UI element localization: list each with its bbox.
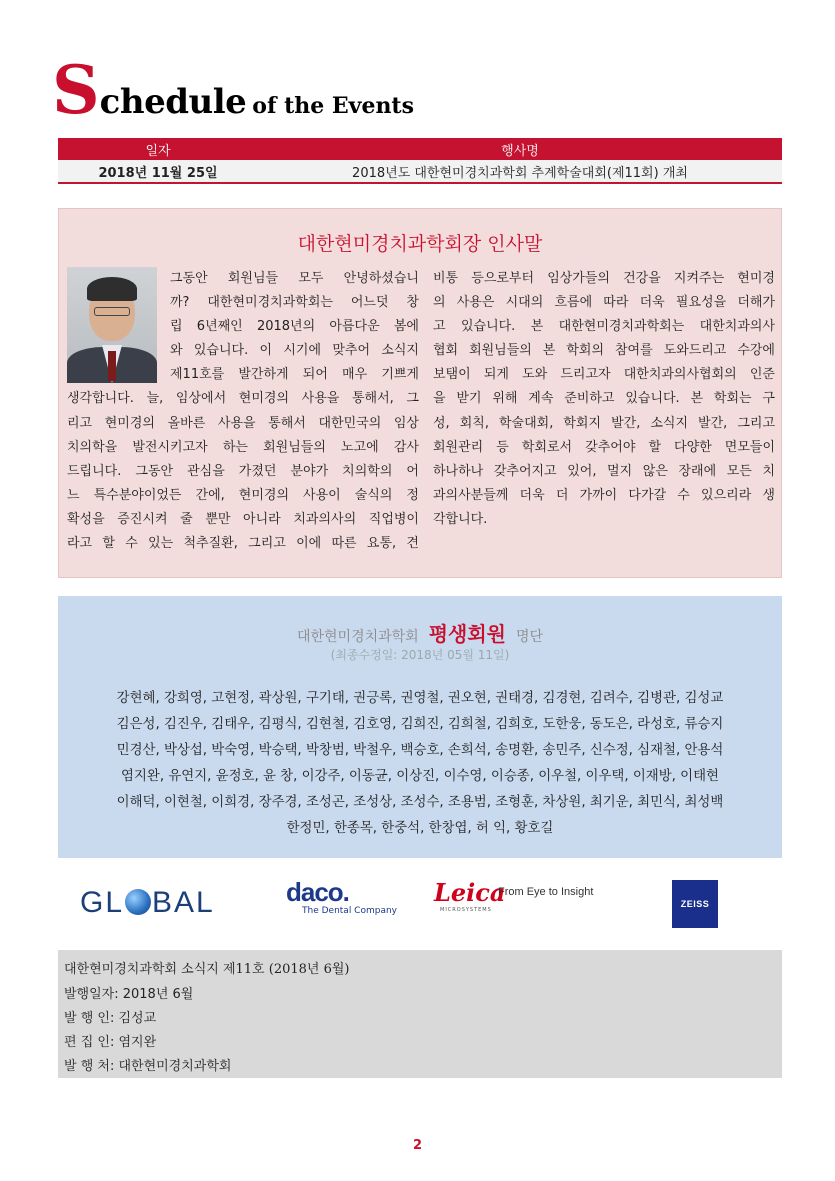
text-line: 의 사용은 시대의 흐름에 따라 더욱 필요성을 더해가 [433,295,775,311]
text-line: 보탬이 되게 도와 드리고자 대한치과의사협회의 인준 [433,367,775,383]
text-line: 확성을 증진시켜 줄 뿐만 아니라 치과의사의 직업병이 [67,511,419,527]
colophon-publisher: 발 행 인: 김성교 [64,1011,157,1026]
text-line: 느 특수분야이었든 간에, 현미경의 사용이 술식의 정 [67,487,419,503]
daco-logo: daco. The Dental Company [286,877,397,916]
text-line: 하나하나 갖추어지고 있어, 멀지 않은 장래에 모든 치 [433,463,775,479]
text-line: 제11호를 발간하게 되어 매우 기쁘게 [170,367,419,383]
colophon-title: 대한현미경치과학회 소식지 제11호 (2018년 6월) [64,962,350,977]
list-item: 염지완, 유연지, 윤정호, 윤 창, 이강주, 이동균, 이상진, 이수영, 이승종, 이우철, 이우택, 이재방, 이태현 [121,769,719,784]
zeiss-logo: ZEISS [672,880,718,928]
list-item: 이해덕, 이현철, 이희경, 장주경, 조성곤, 조성상, 조성수, 조용범, 조형훈, 차상원, 최기운, 최민식, 최성백 [116,795,724,810]
text-line: 각합니다. [433,511,488,527]
schedule-table [58,138,782,184]
newsletter-colophon [58,950,782,1078]
text-line: 와 있습니다. 이 시기에 맞추어 소식지 [170,343,419,359]
colophon-publish-date: 발행일자: 2018년 6월 [64,987,194,1002]
text-line: 생각합니다. 늘, 임상에서 현미경의 사용을 통해서, 그 [67,391,419,407]
text-line: 드립니다. 그동안 관심을 가졌던 분야가 치의학의 어 [67,463,419,479]
members-title-suffix: 명단 [515,629,544,645]
schedule-col-event: 행사명 [501,143,539,159]
members-title-highlight: 평생회원 [428,622,506,646]
list-item: 한정민, 한종목, 한중석, 한창엽, 허 익, 황호길 [286,821,554,836]
lifetime-members-box [58,596,782,858]
members-title [58,618,782,647]
title-suffix: of the Events [252,93,414,119]
text-line: 리고 현미경의 올바른 사용을 통해서 대한민국의 임상 [67,415,419,431]
schedule-event-cell: 2018년도 대한현미경치과학회 추계학술대회(제11회) 개최 [352,165,688,181]
text-line: 그동안 회원님들 모두 안녕하셨습니 [170,271,419,286]
global-logo: GL BAL [80,886,215,919]
text-line: 과의사분들께 더욱 더 가까이 다가갈 수 있으리라 생 [433,487,775,503]
page-title [52,51,414,129]
sponsor-logos [58,872,782,932]
title-initial: S [52,51,100,129]
list-item: 민경산, 박상섭, 박숙영, 박승택, 박창범, 박철우, 백승호, 손희석, 송명환, 송민주, 신수정, 심재철, 안용석 [116,743,724,758]
text-line: 라고 할 수 있는 척추질환, 그리고 이에 따른 요통, 견 [67,536,419,552]
table-row [58,160,782,184]
colophon-editor: 편 집 인: 염지완 [64,1035,157,1050]
globe-icon [125,889,151,915]
members-list [58,686,782,842]
title-main: chedule [99,82,247,122]
greeting-text-left [67,267,419,556]
members-updated-date: (최종수정일: 2018년 05월 11일) [330,648,510,662]
schedule-header-row [58,138,782,160]
text-line: 성, 회칙, 학술대회, 학회지 발간, 소식지 발간, 그리고 [433,415,775,431]
text-line: 협회 회원님들의 본 학회의 참여를 도와드리고 수강에 [433,343,775,359]
list-item: 강현혜, 강희영, 고현정, 곽상원, 구기태, 권긍록, 권영철, 권오현, 권태경, 김경현, 김려수, 김병관, 김성교 [116,691,724,706]
greeting-text-right [433,267,775,532]
text-line: 고 있습니다. 본 대한현미경치과학회는 대한치과의사 [433,319,775,335]
leica-logo: Leica MICROSYSTEMS From Eye to Insight [434,878,594,913]
list-item: 김은성, 김진우, 김태우, 김평식, 김현철, 김호영, 김희진, 김희철, 김희호, 도한웅, 동도은, 라성호, 류승지 [116,717,724,732]
text-line: 까? 대한현미경치과학회는 어느덧 창 [170,295,419,311]
schedule-col-date: 일자 [145,143,171,159]
text-line: 치의학을 발전시키고자 하는 회원님들의 노고에 감사 [67,439,419,455]
text-line: 회원관리 등 학회로서 갖추어야 할 다양한 면모들이 [433,439,775,455]
schedule-date-cell: 2018년 11월 25일 [98,165,218,181]
page-number: 2 [412,1138,423,1153]
president-greeting [58,208,782,578]
leica-tagline: From Eye to Insight [498,886,594,898]
members-title-prefix: 대한현미경치과학회 [296,629,419,645]
text-line: 립 6년째인 2018년의 아름다운 봄에 [170,319,419,335]
text-line: 비통 등으로부터 임상가들의 건강을 지켜주는 현미경 [433,271,775,286]
text-line: 을 받기 위해 계속 준비하고 있습니다. 본 학회는 구 [433,391,775,407]
colophon-issuer: 발 행 처: 대한현미경치과학회 [64,1059,232,1074]
greeting-title: 대한현미경치과학회장 인사말 [297,233,543,255]
